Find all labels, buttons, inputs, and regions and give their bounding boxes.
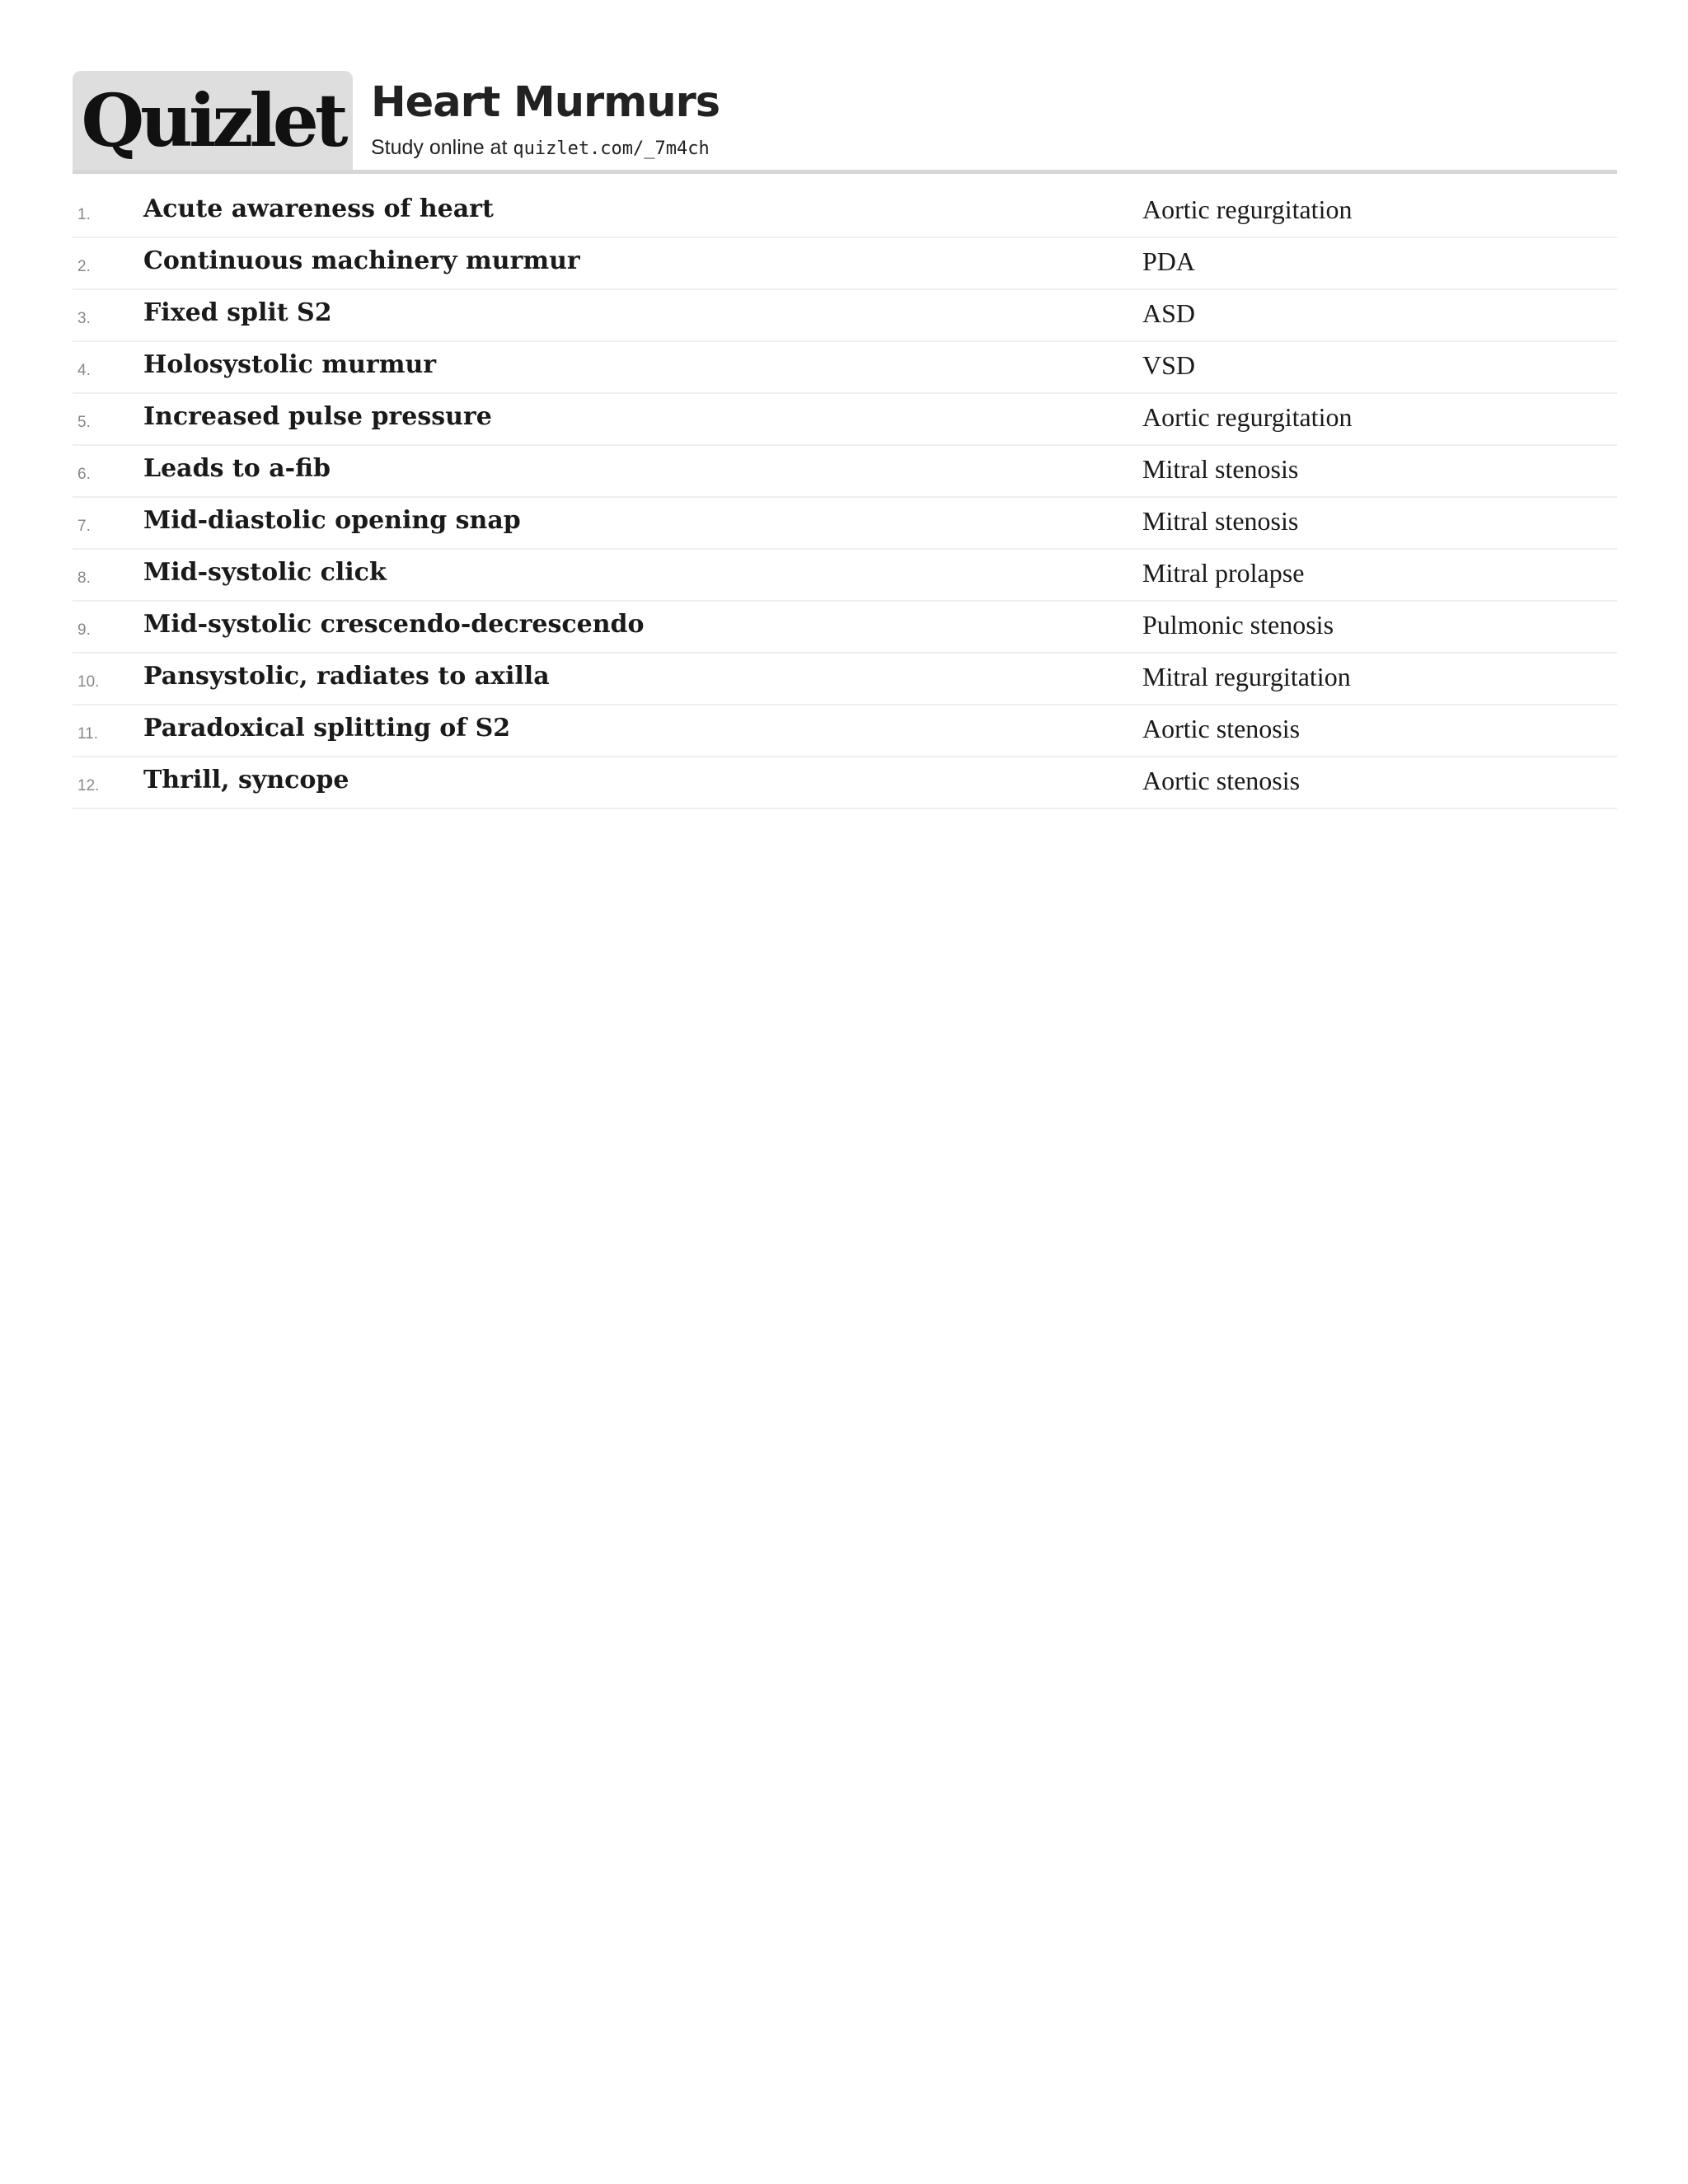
card-definition: Mitral prolapse (1142, 558, 1305, 588)
card-row (73, 186, 1617, 238)
card-row (73, 446, 1617, 498)
logo-text: Quizlet (81, 77, 345, 163)
card-number: 11. (77, 725, 99, 743)
card-definition: Mitral regurgitation (1142, 662, 1351, 691)
study-url-link[interactable]: quizlet.com/_7m4ch (513, 138, 710, 159)
subtitle-prefix: Study online at (371, 136, 513, 159)
flashcard-list (73, 186, 1617, 809)
page-title: Heart Murmurs (371, 78, 720, 127)
card-definition: Aortic regurgitation (1142, 402, 1353, 432)
card-term: Thrill, syncope (143, 766, 349, 794)
page-header (73, 71, 1617, 174)
card-number: 6. (77, 466, 91, 483)
card-term: Increased pulse pressure (143, 402, 492, 431)
card-term: Mid-diastolic opening snap (143, 506, 521, 535)
card-number: 7. (77, 518, 91, 535)
card-number: 9. (77, 621, 91, 639)
card-number: 1. (77, 206, 91, 223)
card-term: Fixed split S2 (143, 298, 332, 327)
card-row (73, 602, 1617, 654)
card-row (73, 550, 1617, 602)
card-term: Continuous machinery murmur (143, 246, 580, 275)
card-term: Mid-systolic click (143, 558, 387, 587)
card-row (73, 342, 1617, 394)
card-number: 10. (77, 673, 100, 691)
card-definition: ASD (1142, 298, 1196, 328)
card-definition: Mitral stenosis (1142, 454, 1299, 484)
card-number: 12. (77, 777, 100, 794)
card-row (73, 394, 1617, 446)
card-row (73, 290, 1617, 342)
card-term: Mid-systolic crescendo-decrescendo (143, 610, 645, 639)
study-online-line (371, 134, 710, 163)
card-term: Acute awareness of heart (143, 194, 494, 223)
quizlet-logo (73, 71, 353, 170)
card-row (73, 498, 1617, 550)
card-row (73, 654, 1617, 705)
card-definition: Aortic stenosis (1142, 714, 1301, 743)
card-definition: Aortic regurgitation (1142, 194, 1353, 224)
card-number: 2. (77, 258, 91, 275)
card-term: Leads to a-fib (143, 454, 331, 483)
card-term: Pansystolic, radiates to axilla (143, 662, 550, 691)
card-definition: PDA (1142, 246, 1196, 276)
card-number: 4. (77, 362, 91, 379)
card-definition: Aortic stenosis (1142, 766, 1301, 795)
card-definition: Mitral stenosis (1142, 506, 1299, 536)
card-term: Paradoxical splitting of S2 (143, 714, 511, 743)
card-row (73, 705, 1617, 757)
card-number: 3. (77, 310, 91, 327)
card-definition: VSD (1142, 350, 1196, 380)
card-row (73, 238, 1617, 290)
card-definition: Pulmonic stenosis (1142, 610, 1334, 640)
card-term: Holosystolic murmur (143, 350, 437, 379)
card-number: 5. (77, 414, 91, 431)
card-row (73, 757, 1617, 809)
card-number: 8. (77, 569, 91, 587)
